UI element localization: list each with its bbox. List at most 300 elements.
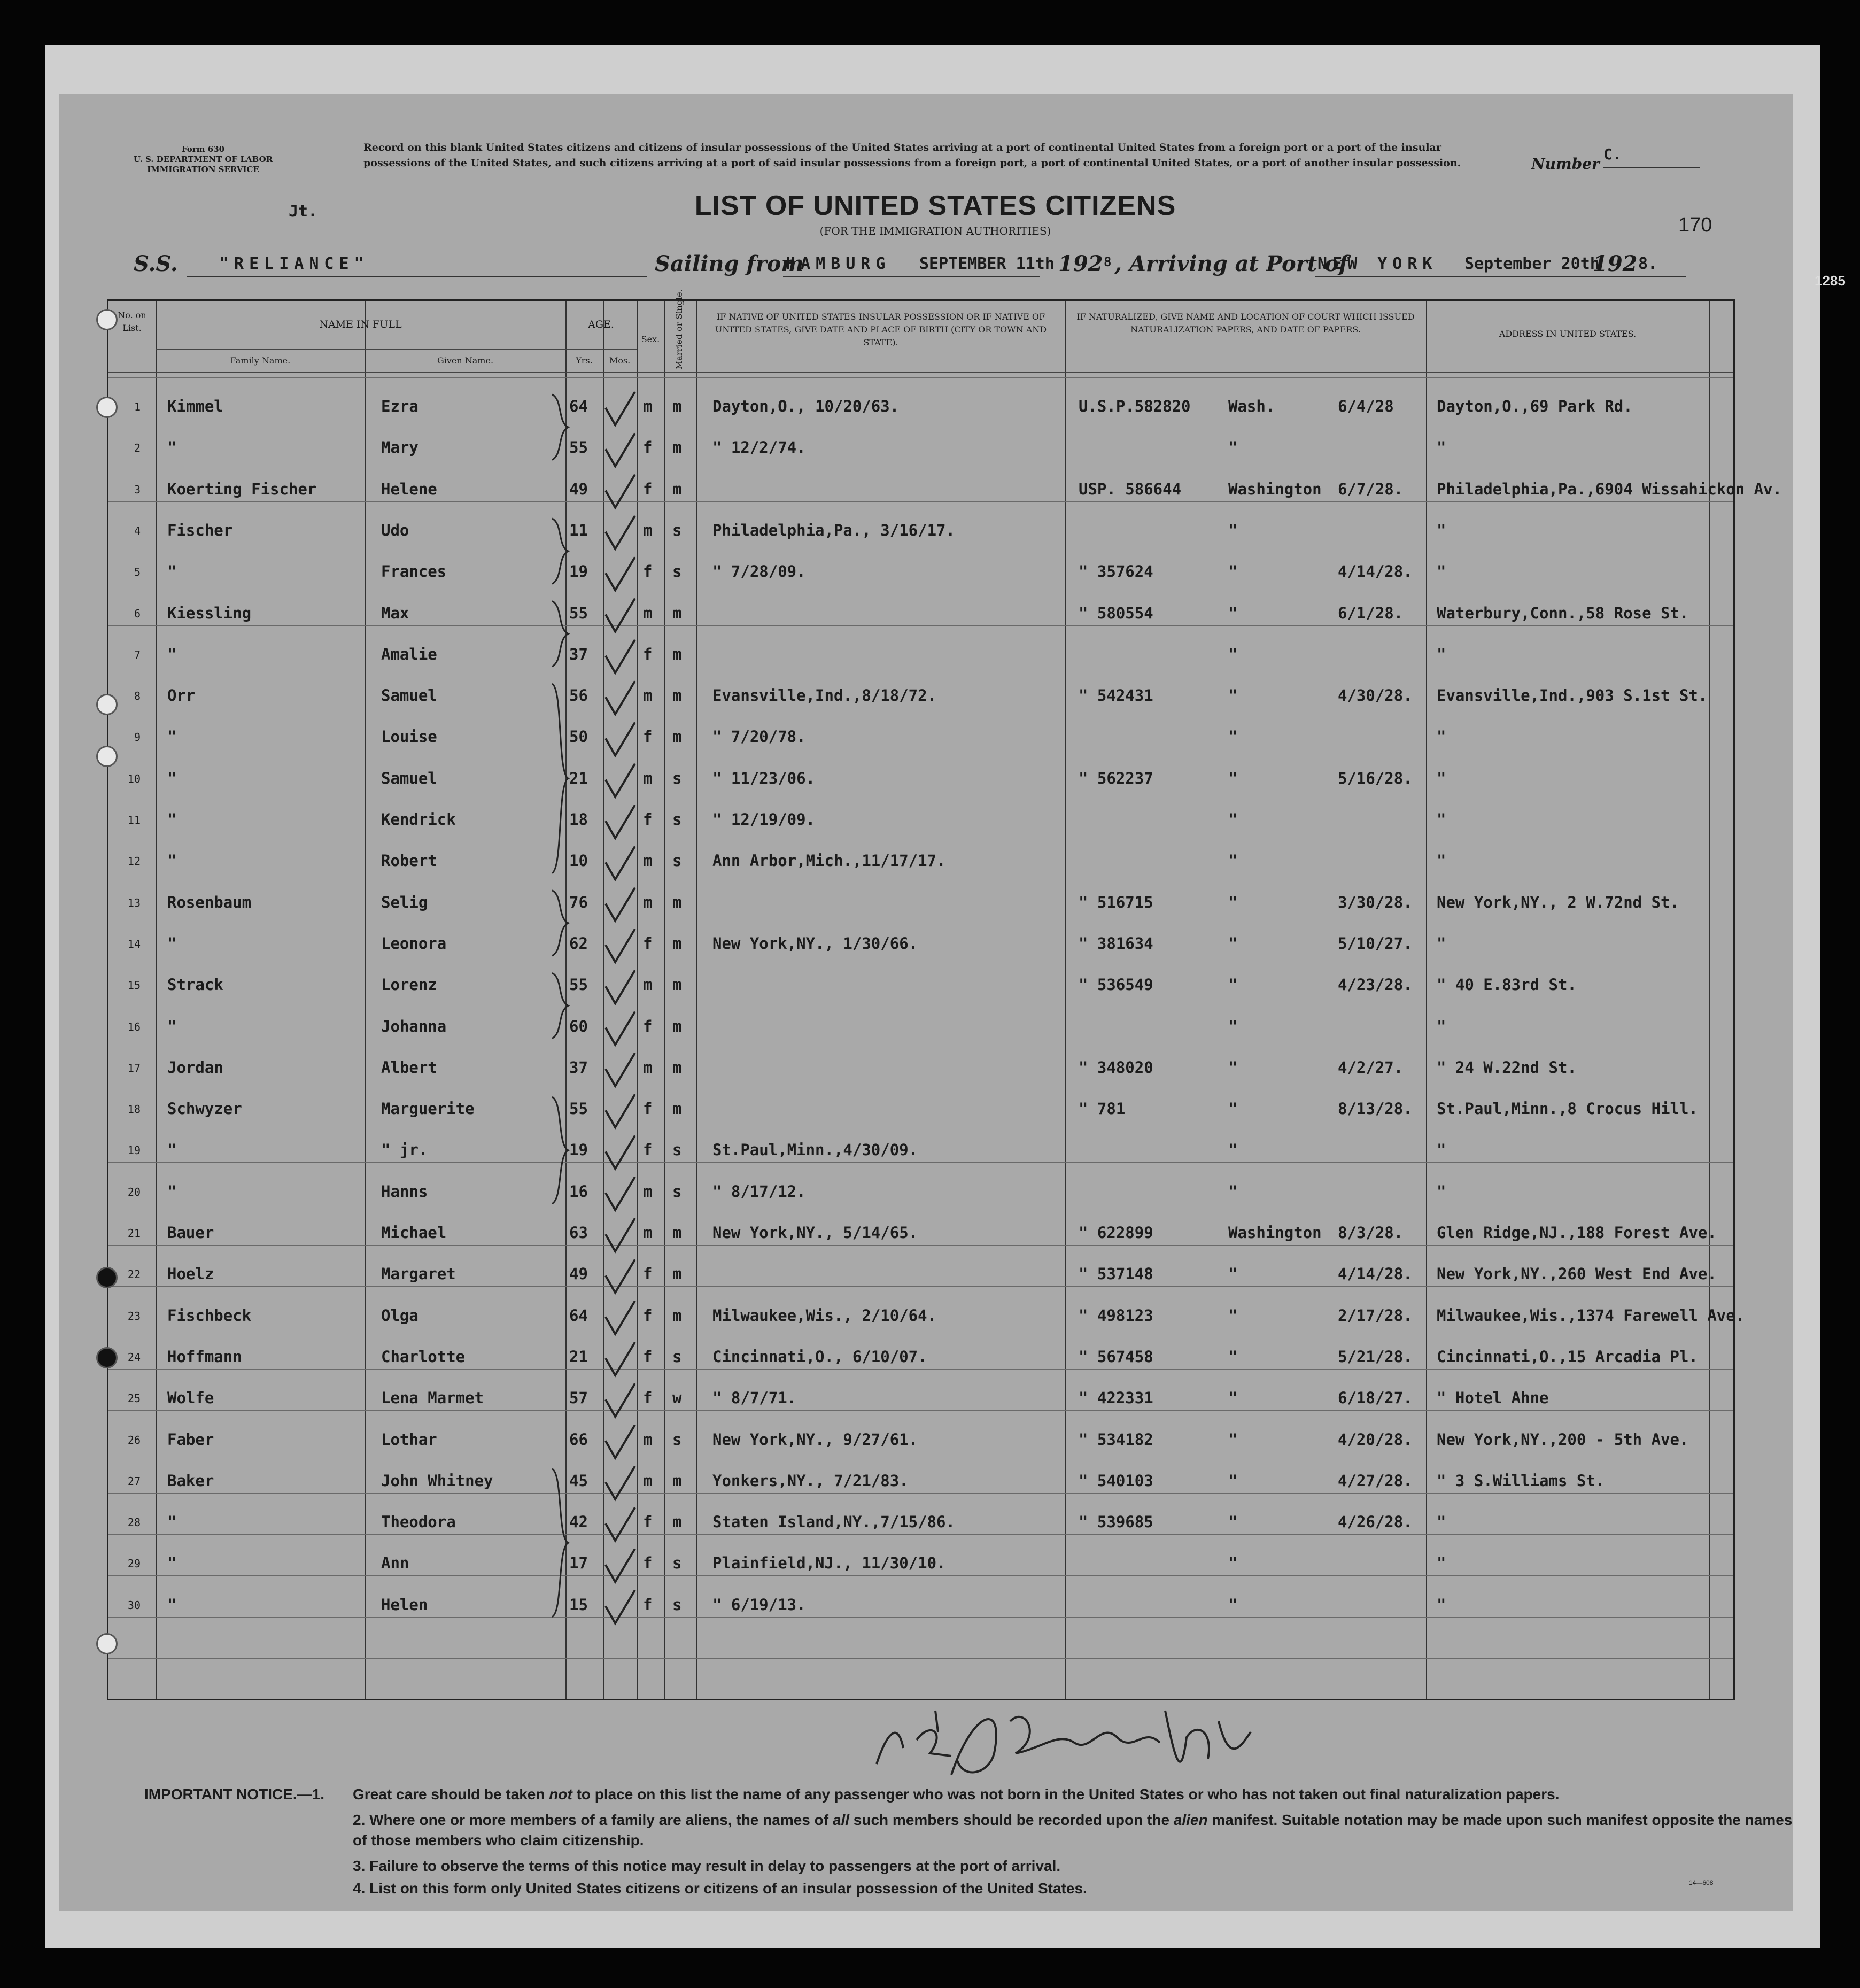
cell-birth: " 7/20/78. — [712, 728, 806, 746]
cell-nat-court: " — [1228, 438, 1238, 457]
cell-nat-no: " 381634 — [1079, 934, 1153, 953]
cell-birth: Staten Island,NY.,7/15/86. — [712, 1513, 955, 1531]
cell-nat-no: " 348020 — [1079, 1058, 1153, 1077]
jt-mark: Jt. — [289, 202, 318, 221]
cell-given: " jr. — [381, 1141, 428, 1159]
cell-no: 18 — [127, 1103, 141, 1116]
arrival-date: September 20th — [1464, 254, 1600, 273]
cell-given: John Whitney — [381, 1471, 493, 1490]
cell-family: " — [167, 852, 177, 870]
number-label: Number — [1531, 155, 1600, 173]
cell-nat-no: " 536549 — [1079, 976, 1153, 994]
cell-no: 12 — [127, 855, 141, 868]
cell-ms: m — [672, 1017, 682, 1035]
cell-birth: " 6/19/13. — [712, 1595, 806, 1614]
cell-family: " — [167, 1513, 177, 1531]
cell-family: " — [167, 1017, 177, 1035]
cell-nat-court: " — [1228, 1595, 1238, 1614]
cell-no: 1 — [134, 400, 141, 413]
cell-given: Max — [381, 604, 409, 622]
cell-no: 23 — [127, 1309, 141, 1322]
cell-address: St.Paul,Minn.,8 Crocus Hill. — [1437, 1100, 1698, 1118]
cell-age: 37 — [569, 645, 588, 663]
check-mark — [606, 392, 635, 425]
cell-birth: " 7/28/09. — [712, 562, 806, 581]
notice-2c: manifest. Suitable notation may be made upon such manifest opposite the names of those members who claim citizenship. — [353, 1812, 1793, 1848]
notice-2a: 2. Where one or more members of a family are aliens, the names of — [353, 1812, 829, 1828]
cell-family: Wolfe — [167, 1389, 214, 1407]
cell-given: Amalie — [381, 645, 437, 663]
cell-nat-court: " — [1228, 1430, 1238, 1449]
cell-age: 49 — [569, 479, 588, 498]
cell-nat-date: 4/27/28. — [1338, 1471, 1413, 1490]
cell-sex: f — [643, 1017, 653, 1035]
cell-no: 20 — [127, 1185, 141, 1198]
cell-no: 19 — [127, 1144, 141, 1157]
cell-sex: f — [643, 562, 653, 581]
cell-nat-court: " — [1228, 1182, 1238, 1201]
cell-nat-court: " — [1228, 1141, 1238, 1159]
cell-nat-court: " — [1228, 1265, 1238, 1283]
cell-nat-court: " — [1228, 976, 1238, 994]
cell-nat-court: " — [1228, 521, 1238, 539]
check-mark — [606, 1218, 635, 1251]
check-mark — [606, 1135, 635, 1169]
cell-ms: s — [672, 1141, 682, 1159]
notice-2b: such members should be recorded upon the — [853, 1812, 1170, 1828]
cell-sex: m — [643, 1471, 653, 1490]
cell-sex: m — [643, 1430, 653, 1449]
cell-given: Albert — [381, 1058, 437, 1077]
cell-sex: m — [643, 852, 653, 870]
cell-nat-no: " 542431 — [1079, 686, 1153, 705]
cell-nat-court: " — [1228, 728, 1238, 746]
cell-sex: m — [643, 769, 653, 787]
cell-nat-court: " — [1228, 893, 1238, 911]
cell-address: " — [1437, 1182, 1446, 1201]
cell-age: 10 — [569, 852, 588, 870]
cell-nat-court: " — [1228, 1058, 1238, 1077]
cell-no: 2 — [134, 442, 141, 455]
cell-birth: " 11/23/06. — [712, 769, 816, 787]
cell-sex: f — [643, 1100, 653, 1118]
cell-family: Rosenbaum — [167, 893, 252, 911]
check-mark — [606, 1549, 635, 1582]
cell-sex: f — [643, 1265, 653, 1283]
col-address: ADDRESS IN UNITED STATES. — [1499, 329, 1637, 339]
cell-nat-date: 6/1/28. — [1338, 604, 1404, 622]
cell-birth: Dayton,O., 10/20/63. — [712, 397, 900, 415]
cell-address: " — [1437, 1017, 1446, 1035]
cell-sex: f — [643, 1595, 653, 1614]
cell-nat-court: " — [1228, 1347, 1238, 1366]
cell-birth: Ann Arbor,Mich.,11/17/17. — [712, 852, 946, 870]
cell-sex: m — [643, 1224, 653, 1242]
cell-no: 17 — [127, 1061, 141, 1074]
cell-ms: m — [672, 934, 682, 953]
cell-ms: s — [672, 1554, 682, 1573]
cell-nat-court: " — [1228, 852, 1238, 870]
cell-no: 8 — [134, 690, 141, 703]
cell-ms: m — [672, 1224, 682, 1242]
cell-nat-no: " 534182 — [1079, 1430, 1153, 1449]
cell-age: 55 — [569, 1100, 588, 1118]
cell-family: Faber — [167, 1430, 214, 1449]
cell-age: 64 — [569, 1306, 588, 1325]
cell-age: 17 — [569, 1554, 588, 1573]
cell-ms: m — [672, 645, 682, 663]
cell-address: " — [1437, 728, 1446, 746]
cell-sex: m — [643, 1058, 653, 1077]
family-brace — [552, 891, 568, 956]
cell-nat-court: Washington — [1228, 479, 1322, 498]
cell-nat-date: 4/2/27. — [1338, 1058, 1404, 1077]
cell-age: 55 — [569, 438, 588, 457]
cell-ms: s — [672, 852, 682, 870]
cell-nat-no: " 516715 — [1079, 893, 1153, 911]
cell-address: " — [1437, 852, 1446, 870]
cell-nat-date: 4/23/28. — [1338, 976, 1413, 994]
cell-nat-no: " 540103 — [1079, 1471, 1153, 1490]
cell-address: Evansville,Ind.,903 S.1st St. — [1437, 686, 1708, 705]
cell-age: 19 — [569, 562, 588, 581]
cell-address: Cincinnati,O.,15 Arcadia Pl. — [1437, 1347, 1698, 1366]
cell-sex: m — [643, 604, 653, 622]
cell-given: Samuel — [381, 686, 437, 705]
punch-hole — [96, 1633, 118, 1654]
passenger-table — [107, 289, 1782, 1700]
cell-given: Olga — [381, 1306, 418, 1325]
year-prefix-1: 192 — [1058, 251, 1103, 276]
cell-address: " — [1437, 562, 1446, 581]
cell-nat-court: " — [1228, 1100, 1238, 1118]
family-brace — [552, 519, 568, 584]
col-family-name: Family Name. — [230, 355, 291, 366]
cell-given: Charlotte — [381, 1347, 466, 1366]
cell-nat-date: 4/14/28. — [1338, 562, 1413, 581]
cell-family: " — [167, 934, 177, 953]
cell-ms: m — [672, 1058, 682, 1077]
cell-address: " Hotel Ahne — [1437, 1389, 1549, 1407]
cell-family: Schwyzer — [167, 1100, 242, 1118]
cell-given: Mary — [381, 438, 418, 457]
footer-code: 14—608 — [1689, 1879, 1714, 1886]
cell-sex: f — [643, 645, 653, 663]
cell-ms: m — [672, 1100, 682, 1118]
cell-nat-no: USP. 586644 — [1079, 479, 1182, 498]
cell-address: " — [1437, 1595, 1446, 1614]
cell-age: 57 — [569, 1389, 588, 1407]
col-name-in-full: NAME IN FULL — [319, 319, 402, 330]
cell-family: Strack — [167, 976, 223, 994]
cell-address: " — [1437, 1513, 1446, 1531]
check-mark — [606, 805, 635, 838]
cell-birth: New York,NY., 9/27/61. — [712, 1430, 918, 1449]
cell-sex: f — [643, 1347, 653, 1366]
cell-nat-no: " 357624 — [1079, 562, 1153, 581]
cell-nat-date: 6/7/28. — [1338, 479, 1404, 498]
cell-sex: m — [643, 1182, 653, 1201]
cell-age: 56 — [569, 686, 588, 705]
punch-hole — [96, 694, 118, 715]
punch-hole — [96, 397, 118, 418]
check-mark — [606, 764, 635, 797]
cell-nat-court: Wash. — [1228, 397, 1275, 415]
check-mark — [606, 888, 635, 921]
cell-family: " — [167, 438, 177, 457]
cell-nat-court: Washington — [1228, 1224, 1322, 1242]
check-mark — [606, 929, 635, 962]
cell-sex: f — [643, 1306, 653, 1325]
cell-ms: s — [672, 810, 682, 829]
check-mark — [606, 1590, 635, 1623]
cell-ms: m — [672, 1471, 682, 1490]
cell-family: Hoffmann — [167, 1347, 242, 1366]
check-mark — [606, 1301, 635, 1334]
cell-address: " — [1437, 645, 1446, 663]
cell-age: 49 — [569, 1265, 588, 1283]
cell-given: Ezra — [381, 397, 418, 415]
department: U. S. DEPARTMENT OF LABOR — [133, 154, 273, 164]
cell-no: 9 — [134, 731, 141, 744]
col-yrs: Yrs. — [576, 355, 593, 366]
cell-address: New York,NY.,200 - 5th Ave. — [1437, 1430, 1689, 1449]
col-mos: Mos. — [609, 355, 631, 366]
cell-nat-date: 5/16/28. — [1338, 769, 1413, 787]
cell-nat-date: 8/13/28. — [1338, 1100, 1413, 1118]
notice-1-not: not — [549, 1786, 572, 1803]
cell-sex: f — [643, 1141, 653, 1159]
cell-nat-court: " — [1228, 686, 1238, 705]
cell-birth: St.Paul,Minn.,4/30/09. — [712, 1141, 918, 1159]
cell-age: 55 — [569, 604, 588, 622]
cell-given: Marguerite — [381, 1100, 475, 1118]
page-title: LIST OF UNITED STATES CITIZENS — [694, 190, 1176, 221]
cell-family: Koerting Fischer — [167, 479, 317, 498]
check-mark — [606, 1259, 635, 1293]
check-mark — [606, 599, 635, 632]
cell-no: 16 — [127, 1020, 141, 1033]
cell-ms: s — [672, 1595, 682, 1614]
cell-given: Frances — [381, 562, 447, 581]
cell-family: " — [167, 1141, 177, 1159]
cell-sex: f — [643, 1513, 653, 1531]
cell-sex: m — [643, 893, 653, 911]
cell-age: 37 — [569, 1058, 588, 1077]
notice-2-all: all — [832, 1812, 850, 1828]
cell-sex: f — [643, 934, 653, 953]
cell-nat-court: " — [1228, 1017, 1238, 1035]
cell-given: Selig — [381, 893, 428, 911]
cell-given: Leonora — [381, 934, 447, 953]
cell-given: Kendrick — [381, 810, 456, 829]
cell-family: Baker — [167, 1471, 214, 1490]
cell-nat-court: " — [1228, 645, 1238, 663]
check-mark — [606, 516, 635, 549]
check-mark — [606, 722, 635, 755]
cell-nat-court: " — [1228, 604, 1238, 622]
cell-given: Udo — [381, 521, 409, 539]
cell-nat-court: " — [1228, 1554, 1238, 1573]
form-number: Form 630 — [181, 144, 225, 154]
cell-given: Michael — [381, 1224, 447, 1242]
arriving-label: , Arriving at Port of — [1114, 251, 1348, 276]
cell-ms: w — [672, 1389, 682, 1407]
cell-nat-court: " — [1228, 810, 1238, 829]
cell-age: 11 — [569, 521, 588, 539]
cell-ms: m — [672, 397, 682, 415]
check-mark — [606, 1342, 635, 1375]
cell-given: Hanns — [381, 1182, 428, 1201]
cell-address: " — [1437, 934, 1446, 953]
family-brace — [552, 601, 568, 667]
cell-nat-no: " 537148 — [1079, 1265, 1153, 1283]
cell-family: Kiessling — [167, 604, 252, 622]
check-mark — [606, 681, 635, 714]
year-digit-1: 8 — [1104, 254, 1112, 269]
cell-address: New York,NY., 2 W.72nd St. — [1437, 893, 1679, 911]
cell-birth: New York,NY., 5/14/65. — [712, 1224, 918, 1242]
cell-no: 13 — [127, 896, 141, 909]
cell-nat-date: 4/20/28. — [1338, 1430, 1413, 1449]
cell-nat-court: " — [1228, 562, 1238, 581]
cell-address: Glen Ridge,NJ.,188 Forest Ave. — [1437, 1224, 1717, 1242]
cell-age: 62 — [569, 934, 588, 953]
cell-nat-no: " 498123 — [1079, 1306, 1153, 1325]
cell-no: 26 — [127, 1433, 141, 1446]
cell-age: 16 — [569, 1182, 588, 1201]
cell-nat-no: " 562237 — [1079, 769, 1153, 787]
voyage-line — [134, 251, 1737, 283]
cell-address: " — [1437, 769, 1446, 787]
cell-family: " — [167, 1182, 177, 1201]
family-brace — [552, 1469, 568, 1617]
sail-date: SEPTEMBER 11th — [919, 254, 1055, 273]
cell-nat-court: " — [1228, 1306, 1238, 1325]
family-brace — [552, 973, 568, 1038]
cell-no: 3 — [134, 483, 141, 496]
cell-birth: Cincinnati,O., 6/10/07. — [712, 1347, 927, 1366]
cell-sex: m — [643, 521, 653, 539]
notice-1a: Great care should be taken — [353, 1786, 545, 1803]
check-mark — [606, 557, 635, 590]
cell-ms: s — [672, 521, 682, 539]
cell-address: Philadelphia,Pa.,6904 Wissahickon Av. — [1437, 479, 1782, 498]
cell-address: " 3 S.Williams St. — [1437, 1471, 1605, 1490]
cell-ms: s — [672, 562, 682, 581]
cell-family: Fischer — [167, 521, 233, 539]
cell-no: 10 — [127, 772, 141, 785]
side-code: 1285 — [1815, 273, 1846, 289]
cell-age: 66 — [569, 1430, 588, 1449]
inspector-signature — [866, 1689, 1272, 1791]
cell-given: Lena Marmet — [381, 1389, 484, 1407]
cell-ms: m — [672, 438, 682, 457]
cell-family: Jordan — [167, 1058, 223, 1077]
cell-nat-date: 5/21/28. — [1338, 1347, 1413, 1366]
page-subtitle: (FOR THE IMMIGRATION AUTHORITIES) — [819, 225, 1051, 237]
col-married: Married or Single. — [674, 289, 684, 369]
cell-nat-date: 2/17/28. — [1338, 1306, 1413, 1325]
cell-birth: " 12/2/74. — [712, 438, 806, 457]
cell-no: 7 — [134, 648, 141, 661]
cell-given: Helene — [381, 479, 437, 498]
cell-birth: Plainfield,NJ., 11/30/10. — [712, 1554, 946, 1573]
cell-given: Johanna — [381, 1017, 447, 1035]
cell-nat-date: 3/30/28. — [1338, 893, 1413, 911]
cell-no: 25 — [127, 1392, 141, 1405]
notice-item-4: 4. List on this form only United States citizens or citizens of an insular possession of the United States. — [353, 1880, 1087, 1897]
cell-no: 29 — [127, 1557, 141, 1571]
cell-ms: m — [672, 1306, 682, 1325]
cell-family: " — [167, 1554, 177, 1573]
instructions: Record on this blank United States citizens and citizens of insular possessions of the United States arriving at a port of continental United States from a foreign port or a port of the insular possessions of the United States, and such citizens arriving at a port of said insular possessions from a foreign port, a port of continental United States, or a port of another insular possession. — [363, 142, 1461, 169]
cell-birth: Yonkers,NY., 7/21/83. — [712, 1471, 909, 1490]
cell-address: " — [1437, 810, 1446, 829]
cell-sex: f — [643, 728, 653, 746]
check-mark — [606, 475, 635, 508]
cell-address: Milwaukee,Wis.,1374 Farewell Ave. — [1437, 1306, 1745, 1325]
notice-item-1 — [353, 1784, 1860, 1805]
cell-nat-no: " 567458 — [1079, 1347, 1153, 1366]
cell-family: " — [167, 769, 177, 787]
cell-no: 11 — [127, 814, 141, 826]
check-mark — [606, 1053, 635, 1086]
cell-birth: " 8/17/12. — [712, 1182, 806, 1201]
cell-sex: m — [643, 397, 653, 415]
cell-nat-no: " 422331 — [1079, 1389, 1153, 1407]
cell-birth: Philadelphia,Pa., 3/16/17. — [712, 521, 955, 539]
punch-hole — [96, 1267, 118, 1288]
cell-no: 15 — [127, 979, 141, 992]
cell-no: 6 — [134, 607, 141, 620]
cell-age: 50 — [569, 728, 588, 746]
cell-nat-court: " — [1228, 769, 1238, 787]
form-identifier — [107, 144, 299, 175]
cell-sex: f — [643, 1554, 653, 1573]
cell-given: Lorenz — [381, 976, 437, 994]
cell-address: New York,NY.,260 West End Ave. — [1437, 1265, 1717, 1283]
cell-ms: m — [672, 604, 682, 622]
cell-birth: " 8/7/71. — [712, 1389, 797, 1407]
cell-age: 63 — [569, 1224, 588, 1242]
cell-address: " 24 W.22nd St. — [1437, 1058, 1577, 1077]
cell-nat-no: " 539685 — [1079, 1513, 1153, 1531]
cell-sex: m — [643, 976, 653, 994]
cell-family: " — [167, 1595, 177, 1614]
cell-sex: m — [643, 686, 653, 705]
cell-age: 60 — [569, 1017, 588, 1035]
col-age: AGE. — [588, 319, 614, 330]
cell-family: " — [167, 810, 177, 829]
cell-address: " — [1437, 521, 1446, 539]
cell-no: 4 — [134, 524, 141, 537]
cell-sex: f — [643, 479, 653, 498]
cell-nat-court: " — [1228, 934, 1238, 953]
cell-given: Lothar — [381, 1430, 437, 1449]
cell-given: Helen — [381, 1595, 428, 1614]
cell-ms: m — [672, 728, 682, 746]
cell-no: 22 — [127, 1268, 141, 1281]
check-mark — [606, 1507, 635, 1541]
cell-address: " — [1437, 1554, 1446, 1573]
cell-nat-court: " — [1228, 1471, 1238, 1490]
cell-given: Robert — [381, 852, 437, 870]
port-from: HAMBURG — [786, 254, 891, 273]
cell-age: 21 — [569, 769, 588, 787]
number-value: C. — [1603, 145, 1700, 168]
cell-family: Hoelz — [167, 1265, 214, 1283]
